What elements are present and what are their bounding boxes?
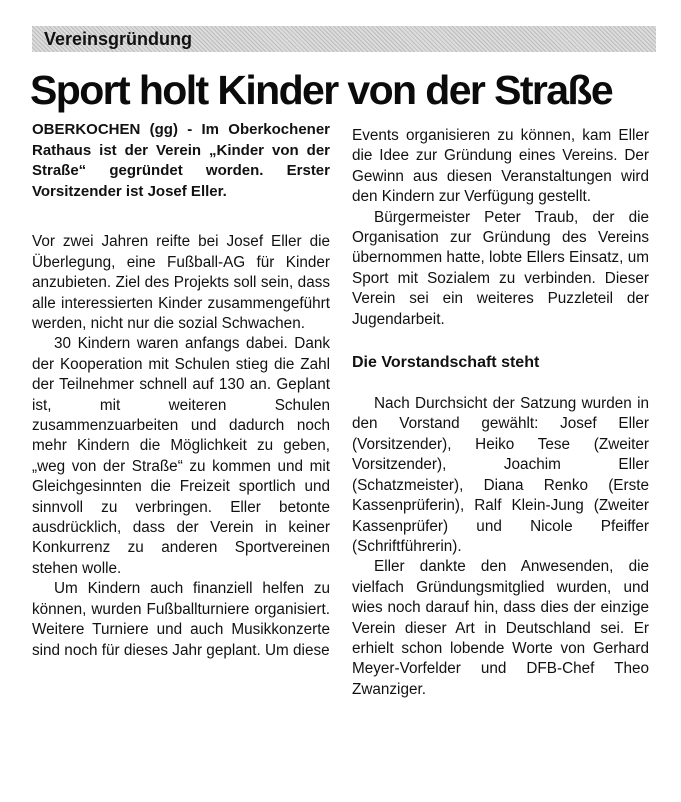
body-paragraph-3: Um Kindern auch finanziell helfen zu können, wurden Fußballturniere organisiert. Weitere Turniere und auch Musikkonzerte sind noch für dieses Jahr geplant. Um diese	[32, 580, 330, 659]
body-paragraph-7: Eller dankte den Anwesenden, die vielfach Gründungsmitglied wurden, und wies noch darauf hin, dass dies der einzige Verein dieser Art in Deutschland sei. Er erhielt schon lobende Worte von Gerhard Meyer-Vorfelder und DFB-Chef Theo Zwanziger.	[352, 558, 649, 698]
column-left	[32, 120, 330, 661]
body-paragraph-5: Bürgermeister Peter Traub, der die Organisation zur Gründung des Vereins übernommen hatte, lobte Ellers Einsatz, um Sport mit Sozialem zu verbinden. Dieser Verein sei ein weiteres Puzzleteil der Jugendarbeit.	[352, 208, 649, 328]
lead-paragraph: OBERKOCHEN (gg) - Im Oberkochener Rathaus ist der Verein „Kinder von der Straße“ gegründet worden. Erster Vorsitzender ist Josef Eller.	[32, 121, 330, 200]
body-paragraph-1: Vor zwei Jahren reifte bei Josef Eller die Überlegung, eine Fußball-AG für Kinder anzubieten. Ziel des Projekts soll sein, dass alle interessierten Kinder zusammengeführt werden, nicht nur die sozial Schwachen.	[32, 233, 330, 332]
column-right	[352, 126, 649, 700]
kicker-label: Vereinsgründung	[44, 29, 193, 49]
body-paragraph-2: 30 Kindern waren anfangs dabei. Dank der Kooperation mit Schulen stieg die Zahl der Teilnehmer schnell auf 130 an. Geplant ist, mit weiteren Schulen zusammenzuarbeiten und dadurch noch mehr Kindern die Möglichkeit zu geben, „weg von der Straße“ zu kommen und mit Gleichgesinnten die Freizeit sportlich und sinnvoll zu verbringen. Eller betonte ausdrücklich, dass der Verein in keiner Konkurrenz zu anderen Sportvereinen stehen wolle.	[32, 335, 330, 577]
subheading: Die Vorstandschaft steht	[352, 354, 540, 372]
body-paragraph-4: Events organisieren zu können, kam Eller die Idee zur Gründung eines Vereins. Der Gewinn aus diesen Veranstaltungen wird den Kindern zur Verfügung gestellt.	[352, 127, 649, 206]
headline: Sport holt Kinder von der Straße	[30, 67, 613, 113]
body-paragraph-6: Nach Durchsicht der Satzung wurden in den Vorstand gewählt: Josef Eller (Vorsitzender), Heiko Tese (Zweiter Vorsitzender), Joachim Eller (Schatzmeister), Diana Renko (Erste Kassenprüferin), Ralf Klein-Jung (Zweiter Kassenprüfer) und Nicole Pfeiffer (Schriftführerin).	[352, 395, 649, 555]
